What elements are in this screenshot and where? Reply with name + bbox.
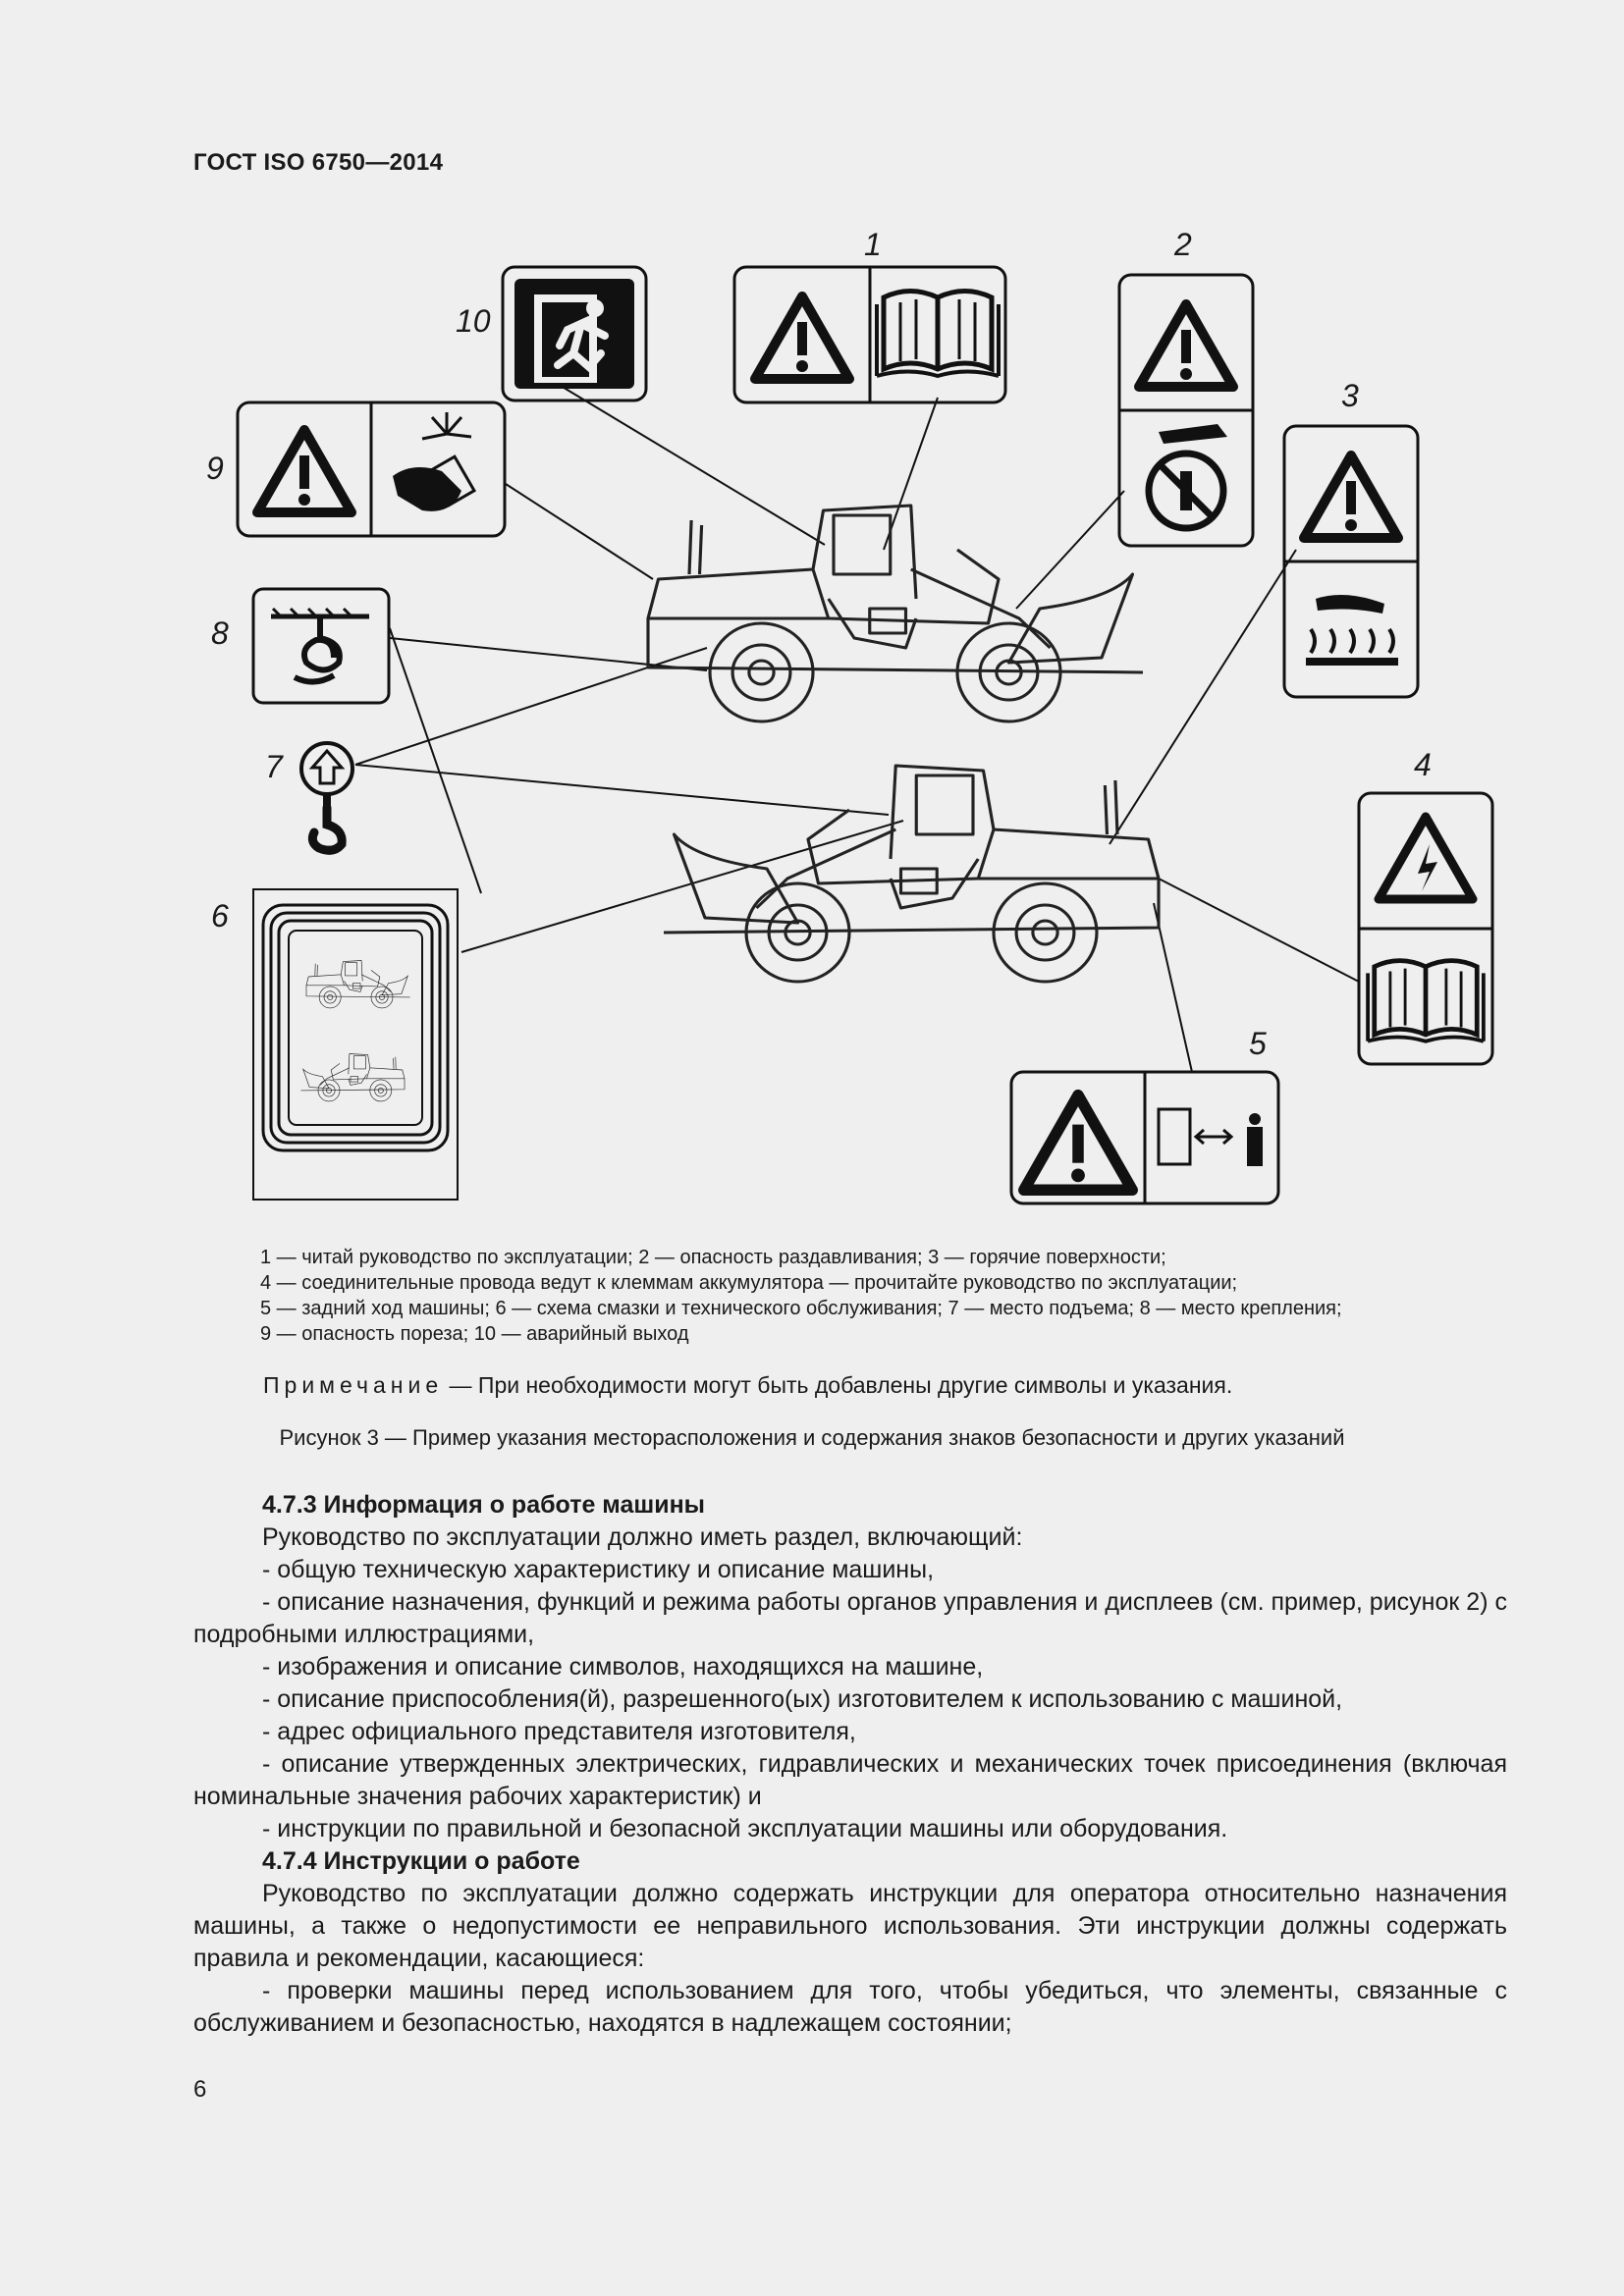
section-4-7-3-intro: Руководство по эксплуатации должно иметь раздел, включающий:: [262, 1523, 1023, 1551]
note-label: Примечание: [263, 1372, 444, 1398]
callout-8: 8: [211, 615, 229, 651]
callout-1: 1: [864, 227, 882, 262]
list-item: - проверки машины перед использованием для того, чтобы убедиться, что элементы, связанные с обслуживанием и безопасностью, находятся в надлежащем состоянии;: [193, 1977, 1507, 2037]
sign-8-tie-down: [253, 589, 389, 703]
legend-line-4: 9 — опасность пореза; 10 — аварийный выход: [260, 1323, 689, 1345]
callout-3: 3: [1341, 378, 1359, 413]
list-item: - общую техническую характеристику и описание машины,: [262, 1556, 935, 1583]
section-4-7-4-heading: 4.7.4 Инструкции о работе: [262, 1847, 580, 1875]
callout-4: 4: [1414, 747, 1432, 782]
sign-3-hot-surface: [1284, 426, 1418, 697]
list-item: - описание приспособления(й), разрешенного(ых) изготовителем к использованию с машиной,: [262, 1685, 1343, 1713]
legend-line-2: 4 — соединительные провода ведут к клеммам аккумулятора — прочитайте руководство по эксплуатации;: [260, 1272, 1238, 1294]
list-item: - адрес официального представителя изготовителя,: [262, 1718, 856, 1745]
body-text: [193, 1489, 1507, 2040]
legend-line-3: 5 — задний ход машины; 6 — схема смазки и технического обслуживания; 7 — место подъема; 8 — место крепления;: [260, 1298, 1342, 1319]
list-item: - описание утвержденных электрических, гидравлических и механических точек присоединения (включая номинальные значения рабочих характеристик) и: [193, 1750, 1507, 1810]
document-header: ГОСТ ISO 6750—2014: [193, 149, 444, 176]
sign-9-cut-hazard: [238, 402, 505, 536]
figure-caption: Рисунок 3 — Пример указания месторасположения и содержания знаков безопасности и других указаний: [279, 1425, 1345, 1450]
list-item: - описание назначения, функций и режима работы органов управления и дисплеев (см. пример, рисунок 2) с подробными иллюстрациями,: [193, 1588, 1507, 1648]
callout-10: 10: [456, 303, 491, 339]
sign-4-battery: [1359, 793, 1492, 1064]
list-item: - инструкции по правильной и безопасной эксплуатации машины или оборудования.: [262, 1815, 1228, 1842]
callout-2: 2: [1174, 227, 1192, 262]
loader-bottom-drawing: [664, 766, 1159, 982]
list-item: - изображения и описание символов, находящихся на машине,: [262, 1653, 984, 1681]
sign-10-emergency-exit: [503, 267, 646, 400]
loader-top-drawing: [648, 506, 1143, 721]
page-number: 6: [193, 2076, 207, 2103]
section-4-7-4-intro: Руководство по эксплуатации должно содержать инструкции для оператора относительно назначения машины, а также о недопустимости ее неправильного использования. Эти инструкции должны содержать правила и рекомендации, касающиеся:: [193, 1880, 1507, 1972]
sign-1-read-manual: [734, 267, 1005, 402]
legend-line-1: 1 — читай руководство по эксплуатации; 2 — опасность раздавливания; 3 — горячие поверхности;: [260, 1247, 1166, 1268]
figure-note: [263, 1372, 1232, 1399]
callout-6: 6: [211, 898, 229, 934]
sign-7-lifting-point: [301, 743, 352, 850]
callout-7: 7: [265, 749, 283, 784]
callout-5: 5: [1249, 1026, 1267, 1061]
section-4-7-3-heading: 4.7.3 Информация о работе машины: [262, 1491, 706, 1519]
sign-6-maintenance-chart: [253, 889, 458, 1200]
note-text: — При необходимости могут быть добавлены другие символы и указания.: [443, 1372, 1233, 1398]
callout-9: 9: [206, 451, 224, 486]
sign-5-reverse-motion: [1011, 1072, 1278, 1203]
sign-2-crush-hazard: [1119, 275, 1253, 546]
